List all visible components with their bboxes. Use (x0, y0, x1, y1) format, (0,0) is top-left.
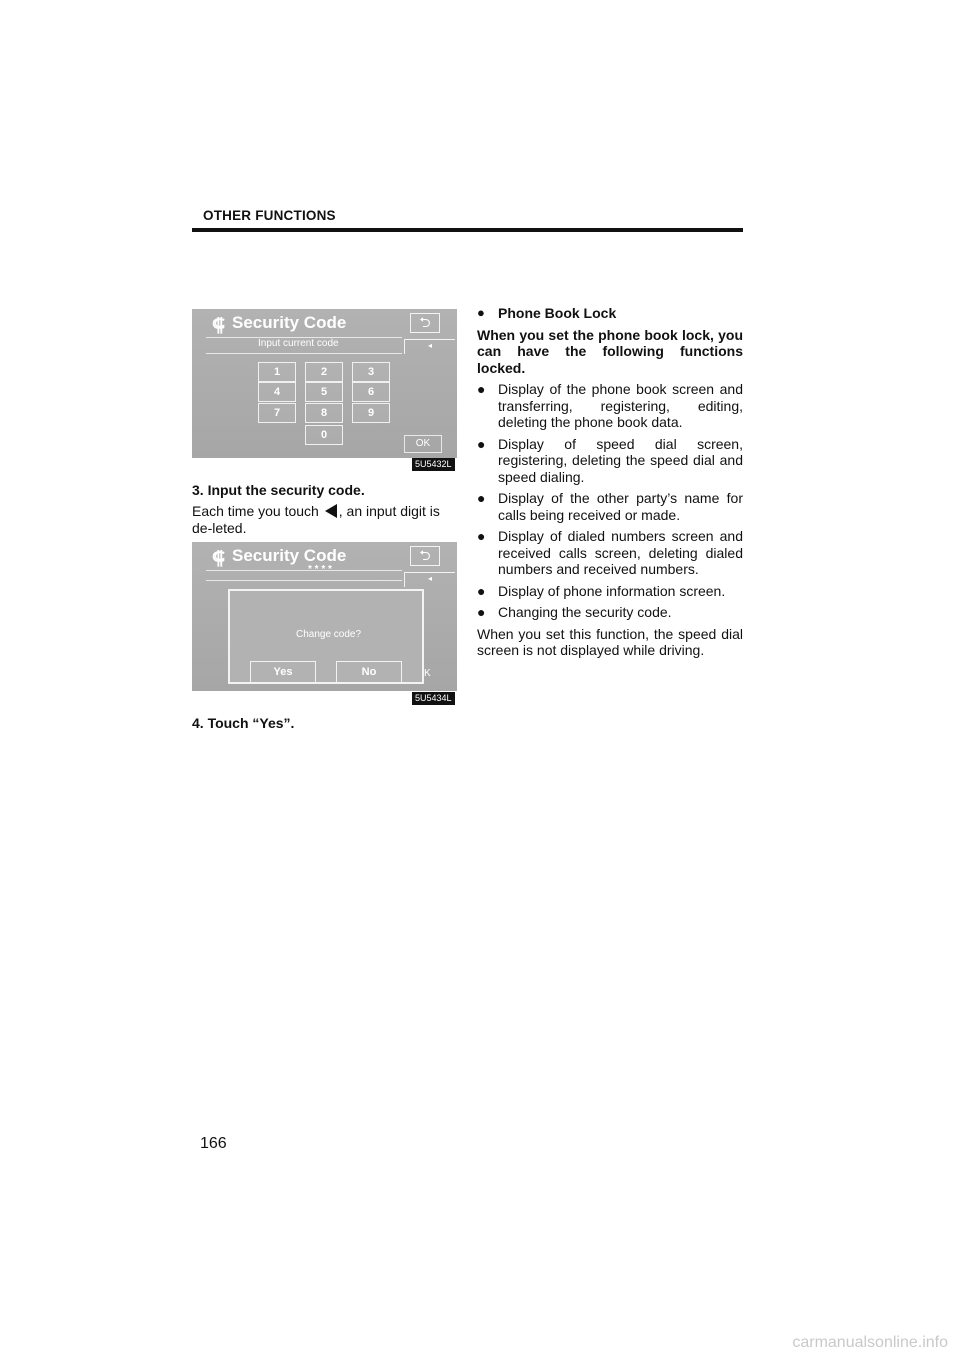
list-item (477, 490, 743, 523)
key-7[interactable]: 7 (258, 403, 296, 423)
description-before: Each time you touch (192, 503, 319, 519)
bullet-icon: ● (477, 381, 486, 397)
list-item-text: Display of dialed numbers screen and received calls screen, deleting dialed numbers and received numbers. (498, 528, 743, 577)
phone-icon: ⸿ (212, 315, 225, 335)
bullet-icon: ● (477, 528, 486, 544)
prompt-divider (206, 353, 402, 354)
list-item-text: Display of phone information screen. (498, 582, 726, 599)
bullet-icon: ● (477, 490, 486, 506)
ok-button[interactable]: OK (404, 435, 442, 453)
note-text: When you set this function, the speed dial screen is not displayed while driving. (477, 625, 743, 658)
dialog-text: Change code? (296, 629, 362, 640)
list-item-text: Changing the security code. (498, 604, 672, 620)
screenshot-input-code (192, 309, 457, 458)
bullet-icon: ● (477, 435, 486, 452)
bullet-icon: ● (477, 582, 486, 599)
list-item (477, 528, 743, 578)
code-divider (206, 580, 402, 581)
no-button[interactable]: No (336, 661, 402, 683)
list-item-text: Display of the other party’s name for calls being received or made. (498, 490, 743, 523)
section-heading (477, 305, 743, 322)
watermark: carmanualsonline.info (792, 1334, 948, 1351)
phone-book-lock-section (477, 305, 743, 664)
intro-text: When you set the phone book lock, you can have the following functions locked. (477, 326, 743, 376)
key-6[interactable]: 6 (352, 382, 390, 402)
key-1[interactable]: 1 (258, 362, 296, 382)
key-3[interactable]: 3 (352, 362, 390, 382)
key-4[interactable]: 4 (258, 382, 296, 402)
figure-code: 5U5432L (412, 458, 455, 471)
screen-title: Security Code (232, 313, 347, 332)
list-item (477, 583, 743, 600)
header-rule (192, 228, 743, 232)
list-item (477, 604, 743, 621)
back-button[interactable]: ⮌ (410, 546, 440, 566)
key-5[interactable]: 5 (305, 382, 343, 402)
delete-arrow-icon (325, 504, 337, 518)
list-item (477, 381, 743, 431)
figure-code: 5U5434L (412, 692, 455, 705)
key-2[interactable]: 2 (305, 362, 343, 382)
page-number: 166 (200, 1135, 227, 1152)
screen-title: Security Code (232, 546, 347, 565)
input-prompt: Input current code (258, 338, 339, 349)
heading-text: Phone Book Lock (498, 305, 617, 321)
step-3-description (192, 503, 458, 536)
key-9[interactable]: 9 (352, 403, 390, 423)
yes-button[interactable]: Yes (250, 661, 316, 683)
phone-icon: ⸿ (212, 548, 225, 568)
entered-code: * * * * (308, 564, 332, 575)
list-item-text: Display of the phone book screen and transferring, registering, editing, deleting the phone book data. (498, 381, 743, 430)
bullet-icon: ● (477, 305, 485, 320)
title-divider (206, 570, 402, 571)
step-4: 4. Touch “Yes”. (192, 715, 295, 731)
key-0[interactable]: 0 (305, 425, 343, 445)
ok-partial: K (424, 668, 431, 679)
bullet-icon: ● (477, 604, 486, 620)
list-item (477, 436, 743, 486)
section-header: OTHER FUNCTIONS (203, 208, 336, 223)
description-after: , an input digit is de-leted. (192, 503, 440, 536)
back-button[interactable]: ⮌ (410, 313, 440, 333)
key-8[interactable]: 8 (305, 403, 343, 423)
screenshot-change-code (192, 542, 457, 691)
confirm-dialog (228, 589, 424, 684)
delete-digit-button[interactable]: ◂ (404, 572, 455, 587)
delete-digit-button[interactable]: ◂ (404, 339, 455, 354)
list-item-text: Display of speed dial screen, registering, deleting the speed dial and speed dialing. (498, 435, 743, 485)
step-3: 3. Input the security code. (192, 482, 365, 498)
